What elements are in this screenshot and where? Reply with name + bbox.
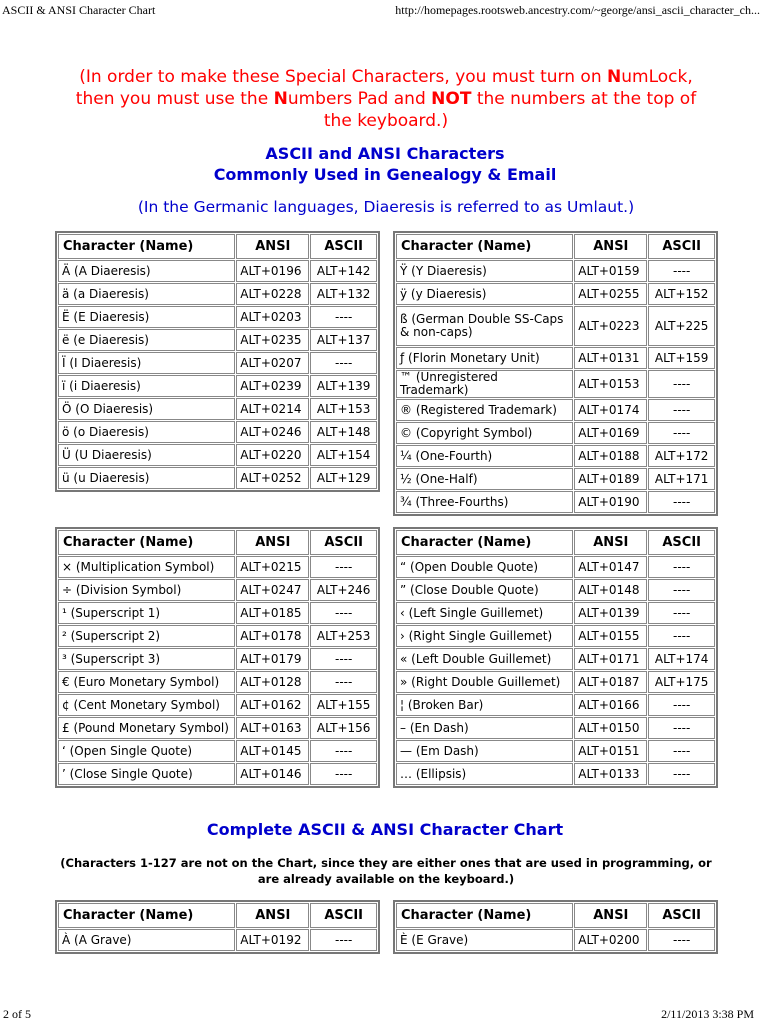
cell-name: ¾ (Three-Fourths): [396, 491, 573, 513]
table-row: [58, 648, 377, 670]
table-row: [396, 347, 715, 369]
table-row: [58, 929, 377, 951]
numlock-notice: [50, 66, 722, 132]
cell-name: » (Right Double Guillemet): [396, 671, 573, 693]
cell-name: ÷ (Division Symbol): [58, 579, 235, 601]
notice-text: umbers Pad and: [287, 89, 432, 109]
cell-name: Ü (U Diaeresis): [58, 444, 235, 466]
cell-ascii: ----: [310, 556, 377, 578]
cell-ansi: ALT+0239: [236, 375, 309, 397]
cell-ascii: ALT+246: [310, 579, 377, 601]
cell-name: ï (i Diaeresis): [58, 375, 235, 397]
cell-ansi: ALT+0203: [236, 306, 309, 328]
header-ascii: ASCII: [648, 903, 715, 928]
cell-ansi: ALT+0200: [574, 929, 647, 951]
cell-ansi: ALT+0187: [574, 671, 647, 693]
title-line-1: ASCII and ANSI Characters: [265, 144, 505, 163]
table-row: [396, 671, 715, 693]
cell-name: ² (Superscript 2): [58, 625, 235, 647]
cell-ansi: ALT+0188: [574, 445, 647, 467]
cell-ansi: ALT+0139: [574, 602, 647, 624]
cell-ansi: ALT+0153: [574, 370, 647, 398]
cell-name: © (Copyright Symbol): [396, 422, 573, 444]
cell-ascii: ALT+156: [310, 717, 377, 739]
cell-ascii: ALT+132: [310, 283, 377, 305]
cell-ansi: ALT+0228: [236, 283, 309, 305]
header-ansi: ANSI: [236, 234, 309, 259]
header-name: Character (Name): [396, 903, 573, 928]
note-line-2: are already available on the keyboard.): [257, 872, 515, 886]
cell-ascii: ALT+159: [648, 347, 715, 369]
cell-ascii: ALT+142: [310, 260, 377, 282]
table-row: [396, 717, 715, 739]
print-datetime: 2/11/2013 3:38 PM: [661, 1007, 754, 1021]
header-ansi: ANSI: [236, 903, 309, 928]
table-row: [58, 352, 377, 374]
cell-ascii: ----: [648, 370, 715, 398]
cell-ansi: ALT+0220: [236, 444, 309, 466]
notice-line-3: the keyboard.): [323, 111, 449, 131]
table-row: [396, 556, 715, 578]
table-row: [58, 421, 377, 443]
header-ansi: ANSI: [574, 530, 647, 555]
cell-name: Ï (I Diaeresis): [58, 352, 235, 374]
cell-ansi: ALT+0223: [574, 306, 647, 346]
cell-ansi: ALT+0196: [236, 260, 309, 282]
cell-name: ” (Close Double Quote): [396, 579, 573, 601]
table-row: [58, 763, 377, 785]
cell-ascii: ----: [648, 399, 715, 421]
table-row: [396, 422, 715, 444]
cell-name: ö (o Diaeresis): [58, 421, 235, 443]
cell-ascii: ----: [310, 648, 377, 670]
cell-ansi: ALT+0255: [574, 283, 647, 305]
table-row: [396, 763, 715, 785]
table-row: [58, 329, 377, 351]
cell-name: ÿ (y Diaeresis): [396, 283, 573, 305]
table-row: [396, 648, 715, 670]
cell-ascii: ALT+174: [648, 648, 715, 670]
complete-chart-note: [50, 855, 722, 887]
cell-ansi: ALT+0146: [236, 763, 309, 785]
table-row: [58, 306, 377, 328]
char-table-symbols-2: [393, 527, 718, 788]
cell-ansi: ALT+0147: [574, 556, 647, 578]
cell-ascii: ALT+152: [648, 283, 715, 305]
cell-ansi: ALT+0151: [574, 740, 647, 762]
cell-ansi: ALT+0150: [574, 717, 647, 739]
cell-name: – (En Dash): [396, 717, 573, 739]
cell-ansi: ALT+0235: [236, 329, 309, 351]
table-row: [396, 370, 715, 398]
cell-ansi: ALT+0252: [236, 467, 309, 489]
cell-ascii: ALT+253: [310, 625, 377, 647]
note-line-1: (Characters 1-127 are not on the Chart, since they are either ones that are used in programming, or: [60, 856, 712, 870]
cell-ascii: ----: [648, 929, 715, 951]
cell-ansi: ALT+0148: [574, 579, 647, 601]
char-table-symbols-1: [55, 527, 380, 788]
table-row: [396, 283, 715, 305]
cell-name: ‹ (Left Single Guillemet): [396, 602, 573, 624]
notice-line-2: [50, 88, 722, 110]
cell-name: ’ (Close Single Quote): [58, 763, 235, 785]
cell-ascii: ----: [310, 763, 377, 785]
cell-name: … (Ellipsis): [396, 763, 573, 785]
table-header-row: [58, 234, 377, 259]
cell-name: ä (a Diaeresis): [58, 283, 235, 305]
header-ascii: ASCII: [648, 530, 715, 555]
complete-chart-title: Complete ASCII & ANSI Character Chart: [206, 820, 564, 839]
table-row: [396, 306, 715, 346]
cell-ansi: ALT+0169: [574, 422, 647, 444]
cell-ansi: ALT+0215: [236, 556, 309, 578]
cell-ansi: ALT+0192: [236, 929, 309, 951]
header-ascii: ASCII: [310, 903, 377, 928]
table-row: [396, 579, 715, 601]
cell-ansi: ALT+0189: [574, 468, 647, 490]
cell-name: × (Multiplication Symbol): [58, 556, 235, 578]
cell-ascii: ----: [648, 625, 715, 647]
cell-ascii: ----: [310, 602, 377, 624]
header-ansi: ANSI: [574, 903, 647, 928]
notice-emphasis: N: [607, 67, 622, 87]
cell-ascii: ----: [310, 740, 377, 762]
cell-name: ¦ (Broken Bar): [396, 694, 573, 716]
notice-text: (In order to make these Special Characters, you must turn on: [79, 67, 607, 87]
cell-name: ® (Registered Trademark): [396, 399, 573, 421]
cell-ascii: ----: [648, 579, 715, 601]
notice-line-1: [50, 66, 722, 88]
cell-ansi: ALT+0128: [236, 671, 309, 693]
table-header-row: [396, 903, 715, 928]
title-line-2: Commonly Used in Genealogy & Email: [213, 165, 557, 184]
char-table-diaeresis-2: [393, 231, 718, 516]
table-row: [396, 468, 715, 490]
cell-ansi: ALT+0162: [236, 694, 309, 716]
cell-ascii: ----: [648, 260, 715, 282]
cell-ascii: ALT+129: [310, 467, 377, 489]
cell-name: ™ (Unregistered Trademark): [396, 370, 573, 398]
cell-ascii: ALT+153: [310, 398, 377, 420]
cell-name: ½ (One-Half): [396, 468, 573, 490]
header-name: Character (Name): [396, 530, 573, 555]
cell-ascii: ALT+154: [310, 444, 377, 466]
header-ascii: ASCII: [310, 234, 377, 259]
cell-ansi: ALT+0163: [236, 717, 309, 739]
cell-name: › (Right Single Guillemet): [396, 625, 573, 647]
table-row: [396, 491, 715, 513]
table-row: [396, 929, 715, 951]
table-row: [58, 283, 377, 305]
cell-ascii: ALT+171: [648, 468, 715, 490]
print-header-title: ASCII & ANSI Character Chart: [2, 3, 156, 17]
cell-ansi: ALT+0166: [574, 694, 647, 716]
umlaut-note: (In the Germanic languages, Diaeresis is referred to as Umlaut.): [137, 198, 635, 216]
table-row: [58, 398, 377, 420]
header-ansi: ANSI: [236, 530, 309, 555]
cell-ascii: ----: [648, 763, 715, 785]
cell-ascii: ALT+225: [648, 306, 715, 346]
header-ansi: ANSI: [574, 234, 647, 259]
header-name: Character (Name): [58, 903, 235, 928]
cell-name: ü (u Diaeresis): [58, 467, 235, 489]
cell-ansi: ALT+0185: [236, 602, 309, 624]
cell-ascii: ----: [310, 352, 377, 374]
cell-name: ƒ (Florin Monetary Unit): [396, 347, 573, 369]
table-row: [58, 602, 377, 624]
table-row: [396, 740, 715, 762]
notice-emphasis: N: [273, 89, 288, 109]
cell-ascii: ----: [648, 602, 715, 624]
cell-ascii: ----: [648, 717, 715, 739]
notice-text: then you must use the: [75, 89, 274, 109]
cell-name: À (A Grave): [58, 929, 235, 951]
table-header-row: [58, 530, 377, 555]
cell-ascii: ALT+148: [310, 421, 377, 443]
table-row: [396, 260, 715, 282]
cell-ascii: ----: [310, 671, 377, 693]
cell-ansi: ALT+0155: [574, 625, 647, 647]
table-row: [58, 740, 377, 762]
notice-emphasis: NOT: [431, 89, 472, 109]
page-title: [100, 143, 670, 185]
table-row: [58, 579, 377, 601]
cell-name: È (E Grave): [396, 929, 573, 951]
cell-ansi: ALT+0207: [236, 352, 309, 374]
print-header-url: http://homepages.rootsweb.ancestry.com/~george/ansi_ascii_character_ch...: [395, 3, 760, 17]
cell-name: — (Em Dash): [396, 740, 573, 762]
table-row: [396, 625, 715, 647]
table-row: [58, 694, 377, 716]
header-ascii: ASCII: [648, 234, 715, 259]
table-header-row: [58, 903, 377, 928]
table-row: [58, 467, 377, 489]
table-row: [396, 445, 715, 467]
cell-ascii: ALT+172: [648, 445, 715, 467]
cell-name: £ (Pound Monetary Symbol): [58, 717, 235, 739]
table-row: [58, 375, 377, 397]
print-footer: [0, 1005, 768, 1024]
cell-name: ¹ (Superscript 1): [58, 602, 235, 624]
table-row: [58, 444, 377, 466]
header-name: Character (Name): [58, 530, 235, 555]
cell-ascii: ----: [310, 929, 377, 951]
cell-ansi: ALT+0190: [574, 491, 647, 513]
table-row: [58, 625, 377, 647]
cell-ascii: ----: [648, 491, 715, 513]
cell-ascii: ----: [648, 740, 715, 762]
cell-ascii: ----: [648, 694, 715, 716]
cell-ansi: ALT+0178: [236, 625, 309, 647]
cell-ansi: ALT+0171: [574, 648, 647, 670]
cell-name: Ö (O Diaeresis): [58, 398, 235, 420]
notice-text: the numbers at the top of: [471, 89, 697, 109]
cell-ansi: ALT+0179: [236, 648, 309, 670]
cell-name: Ÿ (Y Diaeresis): [396, 260, 573, 282]
cell-ansi: ALT+0145: [236, 740, 309, 762]
cell-ascii: ----: [648, 422, 715, 444]
cell-ansi: ALT+0131: [574, 347, 647, 369]
cell-name: € (Euro Monetary Symbol): [58, 671, 235, 693]
cell-ansi: ALT+0247: [236, 579, 309, 601]
cell-name: « (Left Double Guillemet): [396, 648, 573, 670]
table-row: [58, 556, 377, 578]
cell-ansi: ALT+0159: [574, 260, 647, 282]
cell-name: ß (German Double SS-Caps & non-caps): [396, 306, 573, 346]
cell-ansi: ALT+0246: [236, 421, 309, 443]
char-table-complete-2: [393, 900, 718, 954]
cell-name: “ (Open Double Quote): [396, 556, 573, 578]
cell-name: ë (e Diaeresis): [58, 329, 235, 351]
cell-ansi: ALT+0214: [236, 398, 309, 420]
cell-ascii: ALT+139: [310, 375, 377, 397]
table-row: [396, 694, 715, 716]
table-row: [396, 602, 715, 624]
table-row: [396, 399, 715, 421]
page-number: 2 of 5: [3, 1007, 31, 1021]
table-header-row: [396, 530, 715, 555]
table-row: [58, 260, 377, 282]
cell-ansi: ALT+0174: [574, 399, 647, 421]
table-row: [58, 671, 377, 693]
print-header: [0, 0, 768, 20]
char-table-diaeresis-1: [55, 231, 380, 492]
cell-ascii: ALT+175: [648, 671, 715, 693]
cell-ascii: ALT+155: [310, 694, 377, 716]
table-header-row: [396, 234, 715, 259]
cell-ascii: ----: [648, 556, 715, 578]
header-ascii: ASCII: [310, 530, 377, 555]
header-name: Character (Name): [58, 234, 235, 259]
cell-name: Ë (E Diaeresis): [58, 306, 235, 328]
cell-name: Ä (A Diaeresis): [58, 260, 235, 282]
cell-name: ‘ (Open Single Quote): [58, 740, 235, 762]
header-name: Character (Name): [396, 234, 573, 259]
cell-name: ¼ (One-Fourth): [396, 445, 573, 467]
char-table-complete-1: [55, 900, 380, 954]
cell-name: ¢ (Cent Monetary Symbol): [58, 694, 235, 716]
cell-ascii: ----: [310, 306, 377, 328]
cell-ansi: ALT+0133: [574, 763, 647, 785]
cell-name: ³ (Superscript 3): [58, 648, 235, 670]
notice-text: umLock,: [621, 67, 693, 87]
cell-ascii: ALT+137: [310, 329, 377, 351]
table-row: [58, 717, 377, 739]
